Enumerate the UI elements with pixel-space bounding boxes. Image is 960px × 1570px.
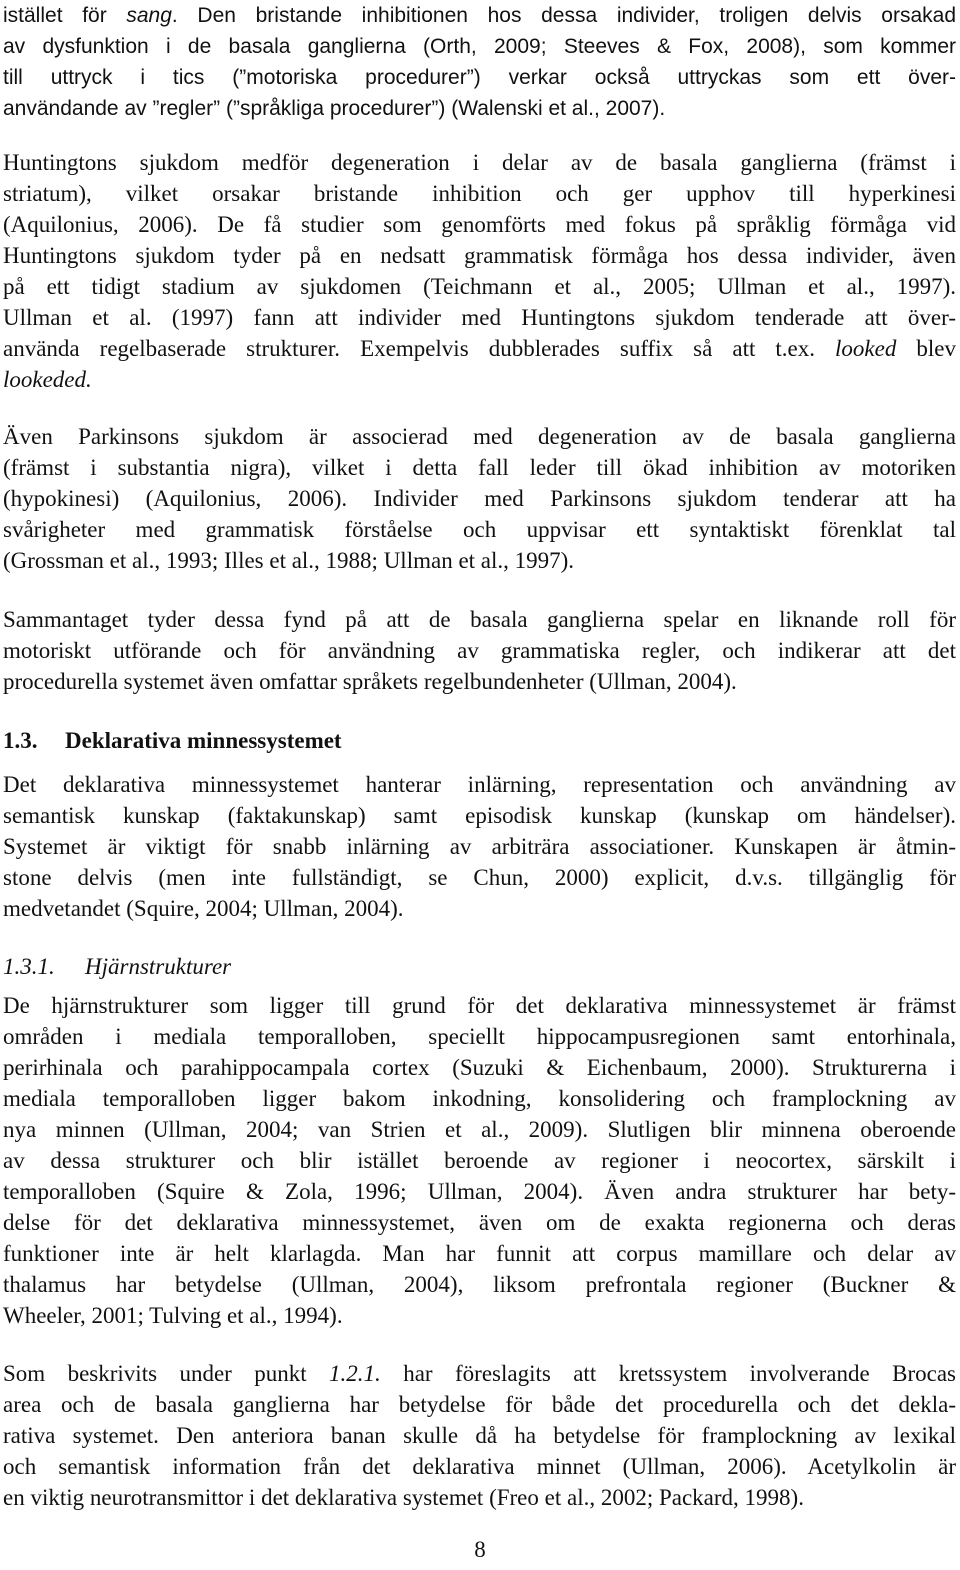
- text-line: [3, 1300, 956, 1331]
- text-line: [3, 0, 956, 31]
- text-segment: Huntingtons sjukdom tyder på en nedsatt grammatisk förmåga hos dessa individer, även: [3, 243, 956, 268]
- emphasized-text: lookeded.: [3, 367, 92, 392]
- text-segment: av dessa strukturer och blir istället beroende av regioner i neocortex, särskilt i: [3, 1148, 956, 1173]
- text-segment: Även Parkinsons sjukdom är associerad med degeneration av de basala ganglierna: [3, 424, 956, 449]
- text-segment: temporalloben (Squire & Zola, 1996; Ullman, 2004). Även andra strukturer har bety-: [3, 1179, 956, 1204]
- text-line: [3, 1052, 956, 1083]
- text-segment: (Grossman et al., 1993; Illes et al., 1988; Ullman et al., 1997).: [3, 548, 575, 573]
- text-line: [3, 831, 956, 862]
- text-segment: medvetandet (Squire, 2004; Ullman, 2004).: [3, 896, 404, 921]
- text-line: [3, 800, 956, 831]
- text-segment: rativa systemet. Den anteriora banan skulle då ha betydelse för framplockning av lexikal: [3, 1423, 956, 1448]
- text-segment: områden i mediala temporalloben, speciellt hippocampusregionen samt entorhinala,: [3, 1024, 956, 1049]
- text-segment: en viktig neurotransmittor i det deklarativa systemet (Freo et al., 2002; Packard, 1998).: [3, 1485, 804, 1510]
- text-line: [3, 1021, 956, 1052]
- text-line: [3, 209, 956, 240]
- text-segment: Sammantaget tyder dessa fynd på att de basala ganglierna spelar en liknande roll för: [3, 607, 956, 632]
- text-line: [3, 1482, 956, 1513]
- section-heading: [3, 725, 956, 756]
- text-line: [3, 452, 956, 483]
- text-line: [3, 271, 956, 302]
- text-line: [3, 240, 956, 271]
- text-line: [3, 483, 956, 514]
- text-line: [3, 893, 956, 924]
- text-line: [3, 1451, 956, 1482]
- text-segment: Som beskrivits under punkt: [3, 1361, 330, 1386]
- text-line: [3, 178, 956, 209]
- text-line: [3, 1207, 956, 1238]
- text-segment: användande av ”regler” (”språkliga procedurer”) (Walenski et al., 2007).: [3, 97, 666, 120]
- text-segment: semantisk kunskap (faktakunskap) samt episodisk kunskap (kunskap om händelser).: [3, 803, 956, 828]
- text-line: [3, 1420, 956, 1451]
- text-segment: funktioner inte är helt klarlagda. Man har funnit att corpus mamillare och delar av: [3, 1241, 956, 1266]
- subsection-heading: [3, 951, 956, 982]
- text-segment: thalamus har betydelse (Ullman, 2004), liksom prefrontala regioner (Buckner &: [3, 1272, 956, 1297]
- text-segment: Huntingtons sjukdom medför degeneration i delar av de basala ganglierna (främst i: [3, 150, 956, 175]
- text-segment: nya minnen (Ullman, 2004; van Strien et al., 2009). Slutligen blir minnena oberoende: [3, 1117, 956, 1142]
- text-line: [3, 1114, 956, 1145]
- text-segment: blev: [896, 336, 956, 361]
- text-segment: area och de basala ganglierna har betydelse för både det procedurella och det dekla-: [3, 1392, 956, 1417]
- text-line: [3, 1358, 956, 1389]
- text-line: [3, 1083, 956, 1114]
- text-segment: Det deklarativa minnessystemet hanterar inlärning, representation och användning av: [3, 772, 956, 797]
- text-line: [3, 147, 956, 178]
- text-segment: procedurella systemet även omfattar språkets regelbundenheter (Ullman, 2004).: [3, 669, 737, 694]
- text-segment: delse för det deklarativa minnessystemet, även om de exakta regionerna och deras: [3, 1210, 956, 1235]
- text-line: [3, 62, 956, 93]
- section-title: Deklarativa minnessystemet: [65, 728, 342, 753]
- text-segment: har föreslagits att kretssystem involverande Brocas: [380, 1361, 956, 1386]
- text-line: [3, 862, 956, 893]
- text-line: [3, 1269, 956, 1300]
- text-line: [3, 364, 956, 395]
- text-line: [3, 545, 956, 576]
- text-segment: (främst i substantia nigra), vilket i detta fall leder till ökad inhibition av motoriken: [3, 455, 956, 480]
- text-segment: svårigheter med grammatisk förståelse och uppvisar ett syntaktiskt förenklat tal: [3, 517, 956, 542]
- text-line: [3, 1145, 956, 1176]
- emphasized-text: 1.2.1.: [329, 1361, 381, 1386]
- text-segment: och semantisk information från det deklarativa minnet (Ullman, 2006). Acetylkolin är: [3, 1454, 956, 1479]
- section-number: 1.3.: [3, 728, 38, 753]
- text-segment: Ullman et al. (1997) fann att individer med Huntingtons sjukdom tenderade att över-: [3, 305, 956, 330]
- text-segment: Systemet är viktigt för snabb inlärning av arbiträra associationer. Kunskapen är åtmin-: [3, 834, 956, 859]
- text-segment: mediala temporalloben ligger bakom inkodning, konsolidering och framplockning av: [3, 1086, 956, 1111]
- text-segment: av dysfunktion i de basala ganglierna (Orth, 2009; Steeves & Fox, 2008), som kommer: [3, 35, 956, 58]
- text-line: [3, 421, 956, 452]
- text-line: [3, 93, 956, 124]
- emphasized-text: looked: [835, 336, 897, 361]
- page-number: 8: [474, 1537, 486, 1562]
- text-line: [3, 302, 956, 333]
- text-line: [3, 666, 956, 697]
- text-line: [3, 1389, 956, 1420]
- text-segment: De hjärnstrukturer som ligger till grund för det deklarativa minnessystemet är främst: [3, 993, 956, 1018]
- emphasized-text: sang: [126, 4, 172, 27]
- text-line: [3, 604, 956, 635]
- text-segment: stone delvis (men inte fullständigt, se Chun, 2000) explicit, d.v.s. tillgänglig för: [3, 865, 956, 890]
- text-segment: motoriskt utförande och för användning av grammatiska regler, och indikerar att det: [3, 638, 956, 663]
- text-segment: . Den bristande inhibitionen hos dessa individer, troligen delvis orsakad: [171, 4, 957, 27]
- text-segment: perirhinala och parahippocampala cortex (Suzuki & Eichenbaum, 2000). Strukturerna i: [3, 1055, 956, 1080]
- text-line: [3, 31, 956, 62]
- text-segment: (hypokinesi) (Aquilonius, 2006). Individer med Parkinsons sjukdom tenderar att ha: [3, 486, 956, 511]
- text-segment: på ett tidigt stadium av sjukdomen (Teichmann et al., 2005; Ullman et al., 1997).: [3, 274, 956, 299]
- text-segment: istället för: [3, 4, 127, 27]
- text-segment: till uttryck i tics (”motoriska procedurer”) verkar också uttryckas som ett över-: [3, 66, 956, 89]
- text-segment: (Aquilonius, 2006). De få studier som genomförts med fokus på språklig förmåga vid: [3, 212, 956, 237]
- text-segment: striatum), vilket orsakar bristande inhibition och ger upphov till hyperkinesi: [3, 181, 956, 206]
- text-line: [3, 514, 956, 545]
- text-line: [3, 1176, 956, 1207]
- text-line: [3, 990, 956, 1021]
- text-line: [3, 333, 956, 364]
- subsection-title: Hjärnstrukturer: [85, 954, 232, 979]
- subsection-number: 1.3.1.: [3, 954, 55, 979]
- text-segment: använda regelbaserade strukturer. Exempelvis dubblerades suffix så att t.ex.: [3, 336, 836, 361]
- text-line: [3, 635, 956, 666]
- text-line: [3, 1238, 956, 1269]
- text-segment: Wheeler, 2001; Tulving et al., 1994).: [3, 1303, 343, 1328]
- text-line: [3, 769, 956, 800]
